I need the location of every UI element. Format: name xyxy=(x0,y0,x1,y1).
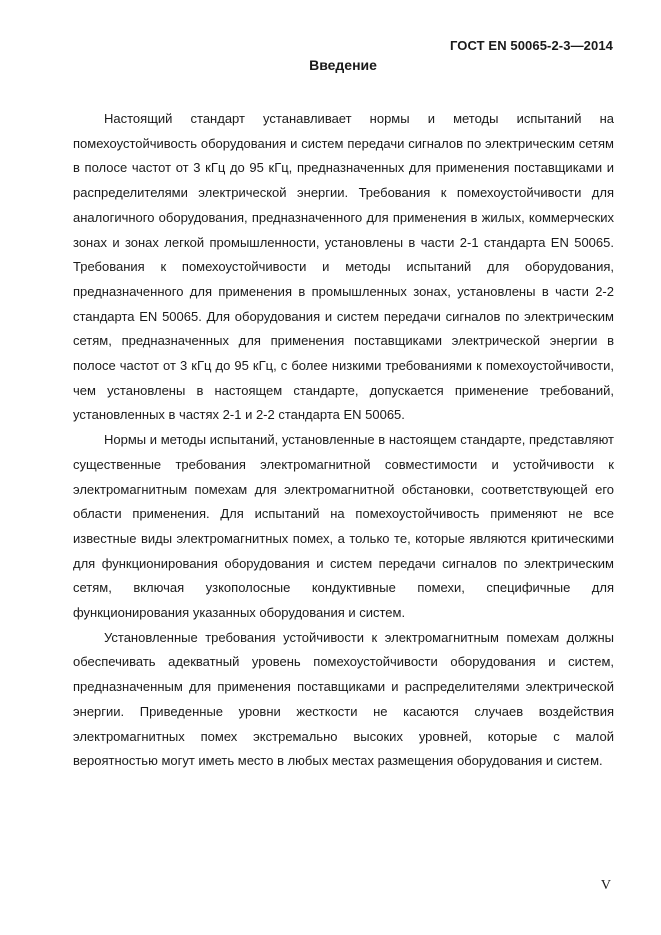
document-body xyxy=(73,107,614,774)
standard-code: ГОСТ EN 50065-2-3—2014 xyxy=(450,38,613,53)
page-title: Введение xyxy=(309,57,377,73)
page-number: V xyxy=(600,878,611,893)
paragraph: Установленные требования устойчивости к электромагнитным помехам должны обеспечивать адекватный уровень помехоустойчивости оборудования и систем, предназначенным для применения поставщиками и распределителями электрической энергии. Приведенные уровни жесткости не касаются случаев воздействия электромагнитных помех экстремально высоких уровней, которые с малой вероятностью могут иметь место в любых местах размещения оборудования и систем. xyxy=(73,629,614,769)
paragraph: Настоящий стандарт устанавливает нормы и методы испытаний на помехоустойчивость оборудования и систем передачи сигналов по электрическим сетям в полосе частот от 3 кГц до 95 кГц, предназначенных для применения поставщиками и распределителями электрической энергии. Требования к помехоустойчивости для аналогичного оборудования, предназначенного для применения в жилых, коммерческих зонах и зонах легкой промышленности, установлены в части 2-1 стандарта EN 50065. Требования к помехоустойчивости и методы испытаний для оборудования, предназначенного для применения в промышленных зонах, установлены в части 2-2 стандарта EN 50065. Для оборудования и систем передачи сигналов по электрическим сетям, предназначенных для применения поставщиками электрической энергии в полосе частот от 3 кГц до 95 кГц, с более низкими требованиями к помехоустойчивости, чем установлены в настоящем стандарте, допускается применение требований, установленных в частях 2-1 и 2-2 стандарта EN 50065. xyxy=(73,111,614,423)
paragraph: Нормы и методы испытаний, установленные в настоящем стандарте, представляют существенные требования электромагнитной совместимости и устойчивости к электромагнитным помехам для электромагнитной обстановки, соответствующей его области применения. Для испытаний на помехоустойчивость применяют не все известные виды электромагнитных помех, а только те, которые являются критическими для функционирования оборудования и систем передачи сигналов по электрическим сетям, включая узкополосные кондуктивные помехи, специфичные для функционирования указанных оборудования и систем. xyxy=(73,432,614,621)
